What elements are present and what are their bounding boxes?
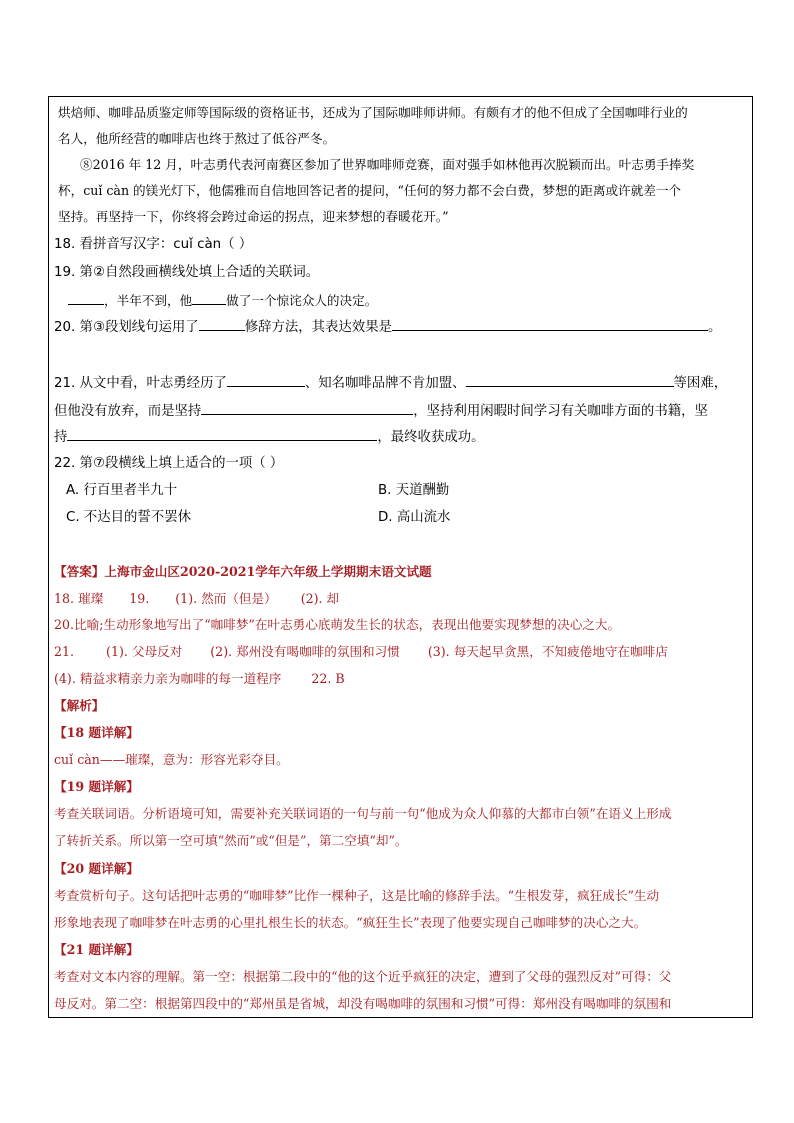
detail-21-text: 母反对。第二空：根据第四段中的“郑州虽是省城，却没有喝咖啡的氛围和习惯”可得：郑州没有喝咖啡的氛围和 — [54, 996, 672, 1011]
answer-blank[interactable] — [68, 292, 104, 305]
question-19: 19. 第②自然段画横线处填上合适的关联词。 — [54, 265, 320, 280]
answer-blank[interactable] — [199, 318, 245, 331]
question-text: 修辞方法，其表达效果是 — [244, 320, 392, 335]
answer-line-4 — [54, 670, 345, 688]
option-text: 高山流水 — [396, 510, 451, 525]
detail-20-text: 考查赏析句子。这句话把叶志勇的“咖啡梦”比作一棵种子，这是比喻的修辞手法。“生根发芽，疯狂成长”生动 — [54, 888, 660, 903]
answer-blank[interactable] — [192, 292, 226, 305]
option-d[interactable] — [378, 509, 450, 527]
question-text: ，坚持利用闲暇时间学习有关咖啡方面的书籍，坚 — [413, 404, 708, 419]
answer-text: 21. — [54, 644, 75, 659]
passage-line: 杯，cuǐ càn 的镁光灯下，他儒雅而自信地回答记者的提问，“任何的努力都不会白费，梦想的距离或许就差一个 — [58, 183, 682, 198]
answer-header — [54, 563, 432, 581]
passage-line: 坚持。再坚持一下，你终将会跨过命运的拐点，迎来梦想的春暖花开。” — [58, 209, 449, 224]
answer-text: 18. 璀璨 — [54, 591, 104, 606]
question-text: 但他没有放弃，而是坚持 — [54, 404, 202, 419]
answer-tag: 【答案】 — [54, 564, 105, 579]
answer-blank[interactable] — [201, 402, 413, 415]
passage-line: 烘焙师、咖啡品质鉴定师等国际级的资格证书，还成为了国际咖啡师讲师。有颇有才的他不但成了全国咖啡行业的 — [58, 105, 688, 120]
detail-20-text: 形象地表现了咖啡梦在叶志勇的心里扎根生长的状态。“疯狂生长”表现了他要实现自己咖啡梦的决心之大。 — [54, 915, 647, 930]
option-letter: A. — [66, 483, 80, 498]
question-19-blanks — [68, 292, 377, 310]
question-text: 等困难， — [673, 376, 728, 391]
question-text: 。 — [707, 320, 722, 335]
answer-text: (4). 精益求精亲力亲为咖啡的每一道程序 — [54, 671, 282, 686]
detail-18-title: 【18 题详解】 — [54, 725, 139, 740]
detail-19-text: 了转折关系。所以第一空可填“然而”或“但是”，第二空填“却”。 — [54, 833, 408, 848]
detail-19-title: 【19 题详解】 — [54, 779, 139, 794]
question-20 — [54, 318, 721, 337]
detail-19-text: 考查关联词语。分析语境可知，需要补充关联词语的一句与前一句“他成为众人仰慕的大都市白领”在语义上形成 — [54, 806, 672, 821]
answer-source: 上海市金山区2020-2021学年六年级上学期期末语文试题 — [104, 564, 432, 579]
question-text: 持 — [54, 430, 68, 445]
question-text: 、知名咖啡品牌不肯加盟、 — [304, 376, 466, 391]
answer-text: (2). 却 — [300, 591, 340, 606]
question-text: 20. 第③段划线句运用了 — [54, 320, 199, 335]
answer-text: 22. B — [311, 671, 345, 686]
option-b[interactable] — [378, 482, 449, 500]
question-21 — [54, 374, 727, 393]
answer-blank[interactable] — [227, 374, 305, 387]
option-text: 天道酬勤 — [395, 483, 450, 498]
option-text: 不达目的誓不罢休 — [83, 510, 191, 525]
question-text: 做了一个惊诧众人的决定。 — [226, 293, 378, 308]
answer-text: (1). 然而（但是） — [175, 591, 277, 606]
answer-text: (2). 郑州没有喝咖啡的氛围和习惯 — [210, 644, 400, 659]
answer-text: 19. — [129, 591, 150, 606]
option-c[interactable] — [66, 509, 191, 527]
answer-blank[interactable] — [466, 374, 674, 387]
passage-line: 名人，他所经营的咖啡店也终于熬过了低谷严冬。 — [58, 131, 336, 146]
analysis-tag: 【解析】 — [54, 698, 105, 713]
passage-line: ⑧2016 年 12 月，叶志勇代表河南赛区参加了世界咖啡师竞赛，面对强手如林他再次脱颖而出。叶志勇手捧奖 — [80, 157, 695, 172]
answer-blank[interactable] — [392, 318, 708, 331]
option-letter: B. — [378, 483, 392, 498]
question-18: 18. 看拼音写汉字：cuǐ càn（ ） — [54, 237, 253, 252]
option-a[interactable] — [66, 482, 177, 500]
detail-21-text: 考查对文本内容的理解。第一空：根据第二段中的“他的这个近乎疯狂的决定，遭到了父母的强烈反对”可得：父 — [54, 969, 672, 984]
option-letter: D. — [378, 510, 393, 525]
detail-21-title: 【21 题详解】 — [54, 942, 139, 957]
question-21-line2 — [54, 402, 708, 421]
question-text: 21. 从文中看，叶志勇经历了 — [54, 376, 227, 391]
answer-line-2: 20.比喻;生动形象地写出了“咖啡梦”在叶志勇心底萌发生长的状态，表现出他要实现梦想的决心之大。 — [54, 617, 621, 632]
answer-text: (3). 每天起早贪黑，不知疲倦地守在咖啡店 — [427, 644, 668, 659]
answer-line-3 — [54, 643, 668, 661]
question-text: ，最终收获成功。 — [377, 430, 485, 445]
question-text: ，半年不到，他 — [104, 293, 193, 308]
question-21-line3 — [54, 428, 485, 447]
option-letter: C. — [66, 510, 80, 525]
question-22: 22. 第⑦段横线上填上适合的一项（ ） — [54, 456, 284, 471]
answer-text: (1). 父母反对 — [106, 644, 183, 659]
answer-line-1 — [54, 590, 339, 608]
detail-20-title: 【20 题详解】 — [54, 861, 139, 876]
answer-blank[interactable] — [67, 428, 377, 441]
document-frame — [48, 96, 753, 1018]
option-text: 行百里者半九十 — [83, 483, 178, 498]
detail-18-text: cuǐ càn——璀璨，意为：形容光彩夺目。 — [54, 752, 289, 767]
